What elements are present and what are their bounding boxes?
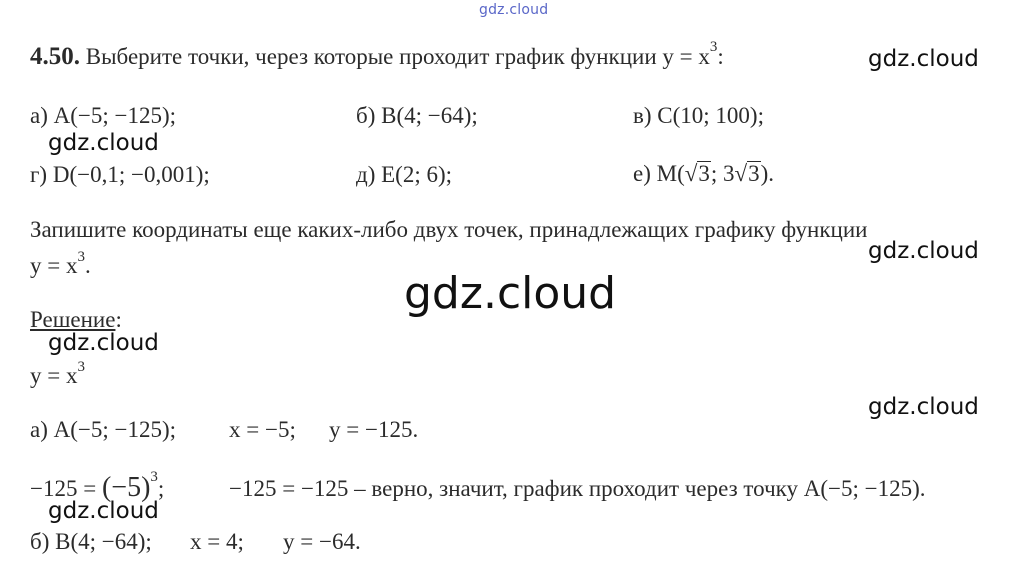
sqrt-1-radicand: 3 bbox=[698, 161, 710, 186]
check-paren: (−5) bbox=[101, 472, 151, 503]
solution-heading-colon: : bbox=[115, 307, 122, 332]
problem-statement bbox=[30, 39, 724, 70]
solution-b-point: б) B(4; −64); bbox=[30, 529, 152, 554]
watermark-left-2: gdz.cloud bbox=[48, 330, 159, 356]
task-period: . bbox=[84, 253, 91, 278]
watermark-right-2: gdz.cloud bbox=[868, 238, 979, 264]
watermark-right-1: gdz.cloud bbox=[868, 46, 979, 72]
option-e-suffix: ). bbox=[760, 161, 775, 186]
option-d: д) E(2; 6); bbox=[356, 162, 453, 187]
solution-func-exponent: 3 bbox=[77, 359, 85, 375]
sqrt-2: √3 bbox=[734, 161, 760, 186]
problem-exponent: 3 bbox=[709, 39, 718, 55]
watermark-top: gdz.cloud bbox=[479, 2, 549, 18]
check-semicolon: ; bbox=[157, 476, 165, 501]
solution-b-y: y = −64. bbox=[283, 529, 361, 554]
watermark-left-1: gdz.cloud bbox=[48, 130, 159, 156]
option-e bbox=[633, 161, 774, 185]
solution-a-y: y = −125. bbox=[329, 417, 419, 442]
problem-colon: : bbox=[717, 44, 724, 69]
option-v: в) C(10; 100); bbox=[633, 103, 764, 128]
sqrt-2-radicand: 3 bbox=[748, 161, 760, 186]
task-exponent: 3 bbox=[77, 249, 85, 265]
watermark-center: gdz.cloud bbox=[404, 268, 617, 319]
check-exponent: 3 bbox=[150, 469, 158, 485]
watermark-left-3: gdz.cloud bbox=[48, 498, 159, 524]
solution-b-x: x = 4; bbox=[190, 529, 244, 554]
task-line-2 bbox=[30, 249, 91, 278]
solution-heading-text: Решение bbox=[30, 307, 116, 332]
problem-number: 4.50. bbox=[30, 43, 80, 70]
option-e-mid: ; 3 bbox=[710, 161, 735, 186]
check-left-value: −125 = bbox=[30, 476, 102, 501]
option-e-prefix: е) M( bbox=[633, 161, 685, 186]
solution-function bbox=[30, 359, 85, 388]
solution-a-point: а) A(−5; −125); bbox=[30, 417, 177, 442]
solution-check-left bbox=[30, 469, 165, 503]
sqrt-1: √3 bbox=[684, 161, 710, 186]
solution-a-x: x = −5; bbox=[229, 417, 296, 442]
solution-check-right: −125 = −125 – верно, значит, график проходит через точку A(−5; −125). bbox=[229, 476, 926, 501]
problem-text: Выберите точки, через которые проходит график функции y = x bbox=[85, 44, 710, 69]
option-g: г) D(−0,1; −0,001); bbox=[30, 162, 210, 187]
watermark-right-3: gdz.cloud bbox=[868, 394, 979, 420]
task-func: y = x bbox=[30, 253, 78, 278]
option-a: а) A(−5; −125); bbox=[30, 103, 177, 128]
solution-heading bbox=[30, 308, 122, 331]
option-b: б) B(4; −64); bbox=[356, 103, 478, 128]
solution-func: y = x bbox=[30, 363, 78, 388]
task-line-1: Запишите координаты еще каких-либо двух точек, принадлежащих графику функции bbox=[30, 217, 868, 242]
